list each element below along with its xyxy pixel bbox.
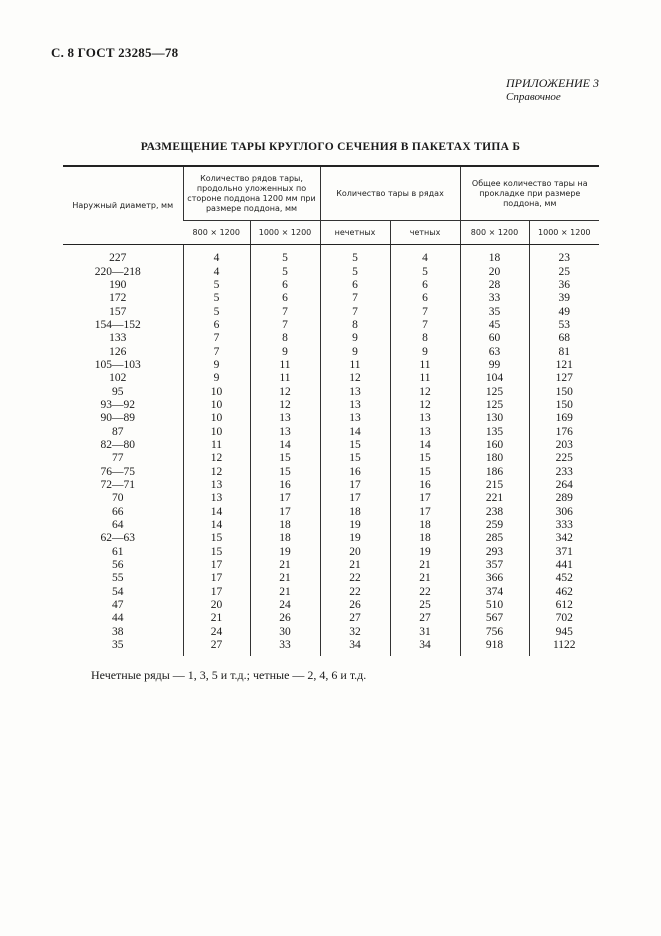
cell-total-800: 18 (460, 245, 529, 266)
cell-rows-800: 20 (183, 599, 250, 612)
cell-rows-800: 5 (183, 305, 250, 318)
cell-total-1000: 441 (529, 559, 599, 572)
cell-even: 22 (390, 586, 460, 599)
cell-odd: 9 (320, 345, 390, 358)
cell-odd: 13 (320, 385, 390, 398)
cell-diameter: 54 (112, 585, 124, 598)
cell-odd: 15 (320, 452, 390, 465)
cell-diameter: 172 (109, 292, 127, 305)
cell-even: 9 (390, 345, 460, 358)
cell-even: 6 (390, 292, 460, 305)
cell-even: 12 (390, 399, 460, 412)
cell-rows-1000: 24 (250, 599, 320, 612)
cell-total-800: 130 (460, 412, 529, 425)
cell-odd: 32 (320, 626, 390, 639)
cell-rows-1000: 19 (250, 546, 320, 559)
table-row (63, 292, 599, 305)
cell-rows-800: 4 (183, 265, 250, 278)
subheader-total-800: 800 × 1200 (460, 221, 529, 245)
cell-total-1000: 169 (529, 412, 599, 425)
cell-total-800: 160 (460, 439, 529, 452)
cell-even: 17 (390, 492, 460, 505)
cell-rows-1000: 33 (250, 639, 320, 656)
cell-odd: 7 (320, 305, 390, 318)
cell-even: 15 (390, 452, 460, 465)
cell-total-1000: 306 (529, 506, 599, 519)
cell-rows-800: 27 (183, 639, 250, 656)
cell-rows-1000: 15 (250, 452, 320, 465)
cell-odd: 11 (320, 359, 390, 372)
cell-total-800: 285 (460, 532, 529, 545)
cell-odd: 7 (320, 292, 390, 305)
group-header-total: Общее количество тары на прокладке при размере поддона, мм (460, 166, 599, 221)
cell-even: 8 (390, 332, 460, 345)
cell-rows-800: 7 (183, 332, 250, 345)
cell-total-1000: 612 (529, 599, 599, 612)
cell-even: 6 (390, 279, 460, 292)
cell-rows-800: 17 (183, 572, 250, 585)
cell-diameter: 190 (109, 278, 127, 291)
cell-rows-1000: 21 (250, 586, 320, 599)
cell-total-800: 215 (460, 479, 529, 492)
cell-diameter: 38 (112, 625, 124, 638)
cell-total-1000: 289 (529, 492, 599, 505)
cell-even: 31 (390, 626, 460, 639)
table-row (63, 519, 599, 532)
cell-even: 19 (390, 546, 460, 559)
cell-rows-800: 12 (183, 452, 250, 465)
cell-odd: 14 (320, 425, 390, 438)
table-row (63, 612, 599, 625)
table-row (63, 626, 599, 639)
cell-diameter: 62—63 (100, 532, 135, 545)
table-row (63, 586, 599, 599)
cell-total-1000: 81 (529, 345, 599, 358)
table-row (63, 572, 599, 585)
cell-total-800: 918 (460, 639, 529, 656)
cell-total-1000: 945 (529, 626, 599, 639)
cell-rows-800: 5 (183, 292, 250, 305)
table-row (63, 279, 599, 292)
cell-rows-800: 4 (183, 245, 250, 266)
cell-total-1000: 39 (529, 292, 599, 305)
cell-even: 11 (390, 359, 460, 372)
cell-odd: 15 (320, 439, 390, 452)
cell-diameter: 95 (112, 385, 124, 398)
cell-even: 13 (390, 412, 460, 425)
table-row (63, 305, 599, 318)
cell-rows-800: 7 (183, 345, 250, 358)
cell-even: 7 (390, 305, 460, 318)
cell-rows-1000: 15 (250, 466, 320, 479)
cell-diameter: 66 (112, 505, 124, 518)
appendix-label: ПРИЛОЖЕНИЕ 3 (506, 76, 599, 90)
subheader-rows-1000: 1000 × 1200 (250, 221, 320, 245)
cell-even: 15 (390, 466, 460, 479)
cell-rows-1000: 6 (250, 292, 320, 305)
cell-total-1000: 23 (529, 245, 599, 266)
cell-diameter: 55 (112, 572, 124, 585)
cell-total-800: 125 (460, 399, 529, 412)
cell-total-1000: 452 (529, 572, 599, 585)
cell-even: 17 (390, 506, 460, 519)
cell-rows-800: 13 (183, 479, 250, 492)
cell-rows-1000: 13 (250, 412, 320, 425)
subheader-rows-800: 800 × 1200 (183, 221, 250, 245)
cell-odd: 26 (320, 599, 390, 612)
cell-total-800: 510 (460, 599, 529, 612)
cell-rows-800: 10 (183, 412, 250, 425)
table-row (63, 425, 599, 438)
cell-rows-1000: 12 (250, 385, 320, 398)
cell-odd: 8 (320, 319, 390, 332)
cell-diameter: 105—103 (94, 358, 141, 371)
cell-total-800: 374 (460, 586, 529, 599)
cell-total-1000: 25 (529, 265, 599, 278)
cell-even: 21 (390, 572, 460, 585)
subheader-even: четных (390, 221, 460, 245)
cell-odd: 17 (320, 479, 390, 492)
cell-rows-800: 15 (183, 532, 250, 545)
cell-diameter: 47 (112, 599, 124, 612)
cell-total-800: 33 (460, 292, 529, 305)
table-row (63, 532, 599, 545)
cell-even: 18 (390, 519, 460, 532)
table-row (63, 265, 599, 278)
cell-total-800: 35 (460, 305, 529, 318)
cell-diameter: 72—71 (100, 479, 135, 492)
table-row (63, 372, 599, 385)
cell-even: 13 (390, 425, 460, 438)
cell-rows-1000: 12 (250, 399, 320, 412)
table-row (63, 466, 599, 479)
cell-rows-800: 13 (183, 492, 250, 505)
cell-rows-800: 12 (183, 466, 250, 479)
table-row (63, 439, 599, 452)
cell-total-1000: 176 (529, 425, 599, 438)
cell-total-800: 238 (460, 506, 529, 519)
page-header: С. 8 ГОСТ 23285—78 (51, 45, 179, 60)
cell-rows-1000: 9 (250, 345, 320, 358)
table-row (63, 639, 599, 656)
table-row (63, 492, 599, 505)
cell-diameter: 44 (112, 612, 124, 625)
cell-diameter: 154—152 (94, 318, 141, 331)
table-row (63, 599, 599, 612)
cell-odd: 12 (320, 372, 390, 385)
cell-total-800: 366 (460, 572, 529, 585)
cell-rows-800: 17 (183, 586, 250, 599)
table-row (63, 452, 599, 465)
cell-total-800: 20 (460, 265, 529, 278)
cell-even: 14 (390, 439, 460, 452)
group-header-count: Количество тары в рядах (320, 166, 460, 221)
cell-odd: 13 (320, 399, 390, 412)
subheader-odd: нечетных (320, 221, 390, 245)
cell-diameter: 35 (112, 639, 124, 652)
table-row (63, 385, 599, 398)
cell-even: 18 (390, 532, 460, 545)
cell-diameter: 227 (109, 252, 127, 265)
cell-even: 34 (390, 639, 460, 656)
cell-total-800: 567 (460, 612, 529, 625)
cell-total-800: 221 (460, 492, 529, 505)
group-header-rows: Количество рядов тары, продольно уложенных по стороне поддона 1200 мм при размере поддона, мм (183, 166, 320, 221)
table-row (63, 412, 599, 425)
cell-diameter: 220—218 (94, 265, 141, 278)
cell-diameter: 87 (112, 425, 124, 438)
cell-odd: 19 (320, 519, 390, 532)
cell-even: 4 (390, 245, 460, 266)
table-row (63, 245, 599, 266)
cell-total-1000: 203 (529, 439, 599, 452)
cell-rows-1000: 26 (250, 612, 320, 625)
cell-odd: 27 (320, 612, 390, 625)
column-header-diameter: Наружный диаметр, мм (63, 166, 183, 245)
subheader-total-1000: 1000 × 1200 (529, 221, 599, 245)
table-row (63, 319, 599, 332)
cell-total-800: 259 (460, 519, 529, 532)
cell-rows-800: 10 (183, 385, 250, 398)
cell-odd: 16 (320, 466, 390, 479)
cell-even: 11 (390, 372, 460, 385)
cell-rows-1000: 21 (250, 559, 320, 572)
cell-even: 27 (390, 612, 460, 625)
cell-diameter: 70 (112, 492, 124, 505)
cell-diameter: 76—75 (100, 465, 135, 478)
cell-odd: 5 (320, 265, 390, 278)
table-row (63, 546, 599, 559)
cell-total-1000: 150 (529, 385, 599, 398)
cell-total-800: 45 (460, 319, 529, 332)
cell-rows-800: 6 (183, 319, 250, 332)
cell-rows-800: 15 (183, 546, 250, 559)
appendix-block (506, 76, 599, 104)
cell-even: 12 (390, 385, 460, 398)
cell-even: 25 (390, 599, 460, 612)
cell-total-1000: 68 (529, 332, 599, 345)
cell-rows-1000: 13 (250, 425, 320, 438)
cell-rows-800: 10 (183, 425, 250, 438)
cell-diameter: 82—80 (100, 438, 135, 451)
cell-rows-800: 5 (183, 279, 250, 292)
cell-diameter: 56 (112, 559, 124, 572)
cell-rows-1000: 7 (250, 305, 320, 318)
cell-total-1000: 1122 (529, 639, 599, 656)
cell-diameter: 77 (112, 452, 124, 465)
cell-odd: 20 (320, 546, 390, 559)
cell-total-800: 60 (460, 332, 529, 345)
cell-diameter: 102 (109, 372, 127, 385)
cell-rows-800: 17 (183, 559, 250, 572)
cell-total-800: 125 (460, 385, 529, 398)
cell-diameter: 126 (109, 345, 127, 358)
cell-odd: 5 (320, 245, 390, 266)
cell-rows-800: 21 (183, 612, 250, 625)
table-row (63, 345, 599, 358)
cell-total-1000: 342 (529, 532, 599, 545)
cell-even: 7 (390, 319, 460, 332)
cell-diameter: 64 (112, 519, 124, 532)
cell-diameter: 133 (109, 332, 127, 345)
cell-total-800: 357 (460, 559, 529, 572)
cell-odd: 17 (320, 492, 390, 505)
cell-odd: 18 (320, 506, 390, 519)
cell-rows-800: 24 (183, 626, 250, 639)
cell-rows-1000: 18 (250, 519, 320, 532)
cell-rows-1000: 18 (250, 532, 320, 545)
cell-diameter: 90—89 (100, 412, 135, 425)
cell-rows-1000: 11 (250, 372, 320, 385)
footnote: Нечетные ряды — 1, 3, 5 и т.д.; четные — 2, 4, 6 и т.д. (91, 668, 367, 682)
document-title: РАЗМЕЩЕНИЕ ТАРЫ КРУГЛОГО СЕЧЕНИЯ В ПАКЕТАХ ТИПА Б (140, 141, 521, 153)
cell-total-1000: 371 (529, 546, 599, 559)
cell-odd: 9 (320, 332, 390, 345)
cell-total-800: 63 (460, 345, 529, 358)
cell-total-800: 756 (460, 626, 529, 639)
cell-total-800: 104 (460, 372, 529, 385)
cell-total-1000: 150 (529, 399, 599, 412)
cell-odd: 21 (320, 559, 390, 572)
cell-total-1000: 49 (529, 305, 599, 318)
cell-odd: 22 (320, 586, 390, 599)
table-row (63, 359, 599, 372)
cell-diameter: 93—92 (100, 398, 135, 411)
cell-rows-1000: 17 (250, 506, 320, 519)
cell-odd: 19 (320, 532, 390, 545)
cell-even: 5 (390, 265, 460, 278)
table-body (63, 245, 599, 657)
table-row (63, 399, 599, 412)
table-row (63, 506, 599, 519)
cell-total-1000: 127 (529, 372, 599, 385)
placement-table (63, 165, 599, 656)
table-row (63, 479, 599, 492)
cell-total-1000: 333 (529, 519, 599, 532)
cell-rows-1000: 5 (250, 245, 320, 266)
cell-even: 16 (390, 479, 460, 492)
cell-rows-800: 9 (183, 359, 250, 372)
cell-total-1000: 53 (529, 319, 599, 332)
cell-total-800: 99 (460, 359, 529, 372)
cell-rows-800: 14 (183, 519, 250, 532)
table-row (63, 332, 599, 345)
cell-odd: 6 (320, 279, 390, 292)
cell-rows-1000: 8 (250, 332, 320, 345)
cell-total-1000: 264 (529, 479, 599, 492)
cell-rows-1000: 17 (250, 492, 320, 505)
appendix-kind: Справочное (506, 91, 561, 103)
table-row (63, 559, 599, 572)
cell-total-1000: 233 (529, 466, 599, 479)
cell-rows-1000: 11 (250, 359, 320, 372)
cell-total-1000: 121 (529, 359, 599, 372)
cell-total-1000: 702 (529, 612, 599, 625)
cell-total-1000: 36 (529, 279, 599, 292)
cell-total-800: 293 (460, 546, 529, 559)
cell-rows-800: 10 (183, 399, 250, 412)
cell-odd: 13 (320, 412, 390, 425)
cell-rows-1000: 14 (250, 439, 320, 452)
cell-rows-1000: 21 (250, 572, 320, 585)
cell-rows-1000: 5 (250, 265, 320, 278)
cell-odd: 22 (320, 572, 390, 585)
cell-total-800: 135 (460, 425, 529, 438)
cell-even: 21 (390, 559, 460, 572)
cell-total-1000: 225 (529, 452, 599, 465)
cell-rows-800: 14 (183, 506, 250, 519)
cell-diameter: 157 (109, 305, 127, 318)
cell-total-800: 28 (460, 279, 529, 292)
cell-rows-1000: 30 (250, 626, 320, 639)
cell-odd: 34 (320, 639, 390, 656)
cell-total-800: 180 (460, 452, 529, 465)
cell-total-800: 186 (460, 466, 529, 479)
cell-rows-800: 11 (183, 439, 250, 452)
cell-rows-1000: 6 (250, 279, 320, 292)
cell-rows-800: 9 (183, 372, 250, 385)
cell-total-1000: 462 (529, 586, 599, 599)
cell-rows-1000: 16 (250, 479, 320, 492)
cell-rows-1000: 7 (250, 319, 320, 332)
cell-diameter: 61 (112, 545, 124, 558)
